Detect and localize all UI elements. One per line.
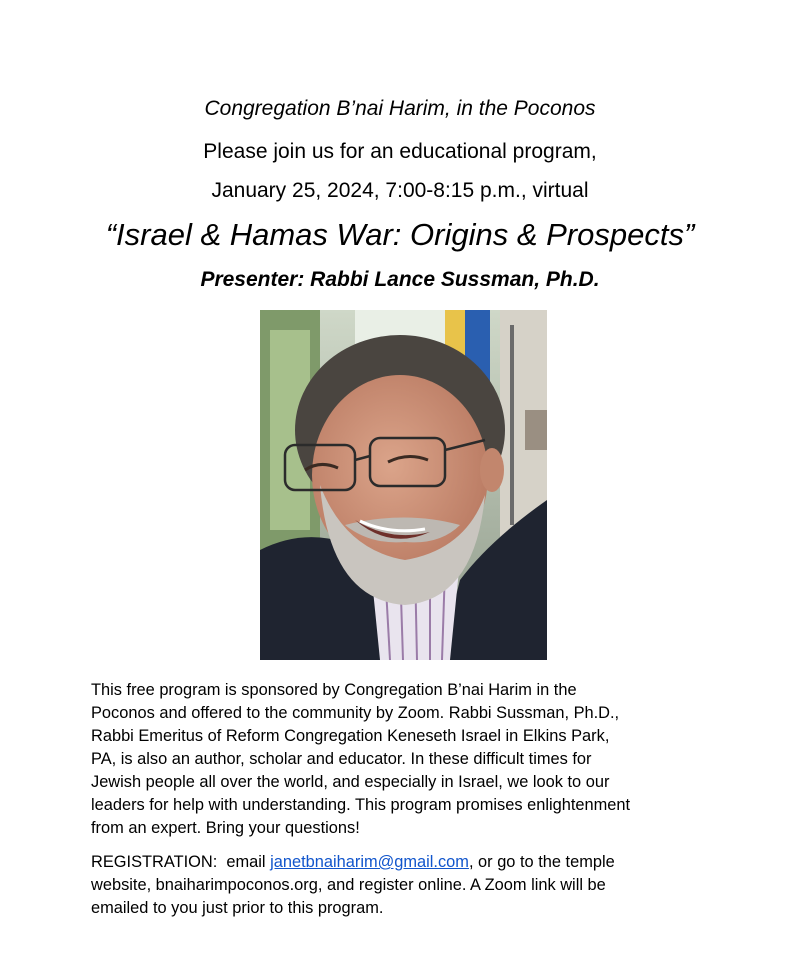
description-line: Jewish people all over the world, and especially in Israel, we look to our xyxy=(91,773,610,791)
registration-line-3: emailed to you just prior to this program. xyxy=(91,899,384,917)
registration-info xyxy=(91,851,731,920)
program-title: “Israel & Hamas War: Origins & Prospects” xyxy=(105,217,695,252)
registration-email-link[interactable]: janetbnaiharim@gmail.com xyxy=(270,853,469,871)
description-line: from an expert. Bring your questions! xyxy=(91,819,360,837)
registration-line-2: website, bnaiharimpoconos.org, and register online. A Zoom link will be xyxy=(91,876,606,894)
presenter-line: Presenter: Rabbi Lance Sussman, Ph.D. xyxy=(200,268,600,291)
description-line: PA, is also an author, scholar and educator. In these difficult times for xyxy=(91,750,592,768)
description-line: This free program is sponsored by Congregation B’nai Harim in the xyxy=(91,681,577,699)
invitation-line: Please join us for an educational program, xyxy=(203,140,597,163)
registration-line1-suffix: , or go to the temple xyxy=(468,853,615,871)
date-time-line: January 25, 2024, 7:00-8:15 p.m., virtual xyxy=(211,179,589,202)
presenter-photo xyxy=(260,310,547,660)
registration-line-1 xyxy=(91,851,731,874)
description-line: Rabbi Emeritus of Reform Congregation Keneseth Israel in Elkins Park, xyxy=(91,727,610,745)
description-line: Poconos and offered to the community by Zoom. Rabbi Sussman, Ph.D., xyxy=(91,704,620,722)
organization-line: Congregation B’nai Harim, in the Poconos xyxy=(204,97,596,120)
registration-prefix: REGISTRATION: email xyxy=(91,853,271,871)
program-description xyxy=(91,679,731,840)
description-line: leaders for help with understanding. This program promises enlightenment xyxy=(91,796,631,814)
